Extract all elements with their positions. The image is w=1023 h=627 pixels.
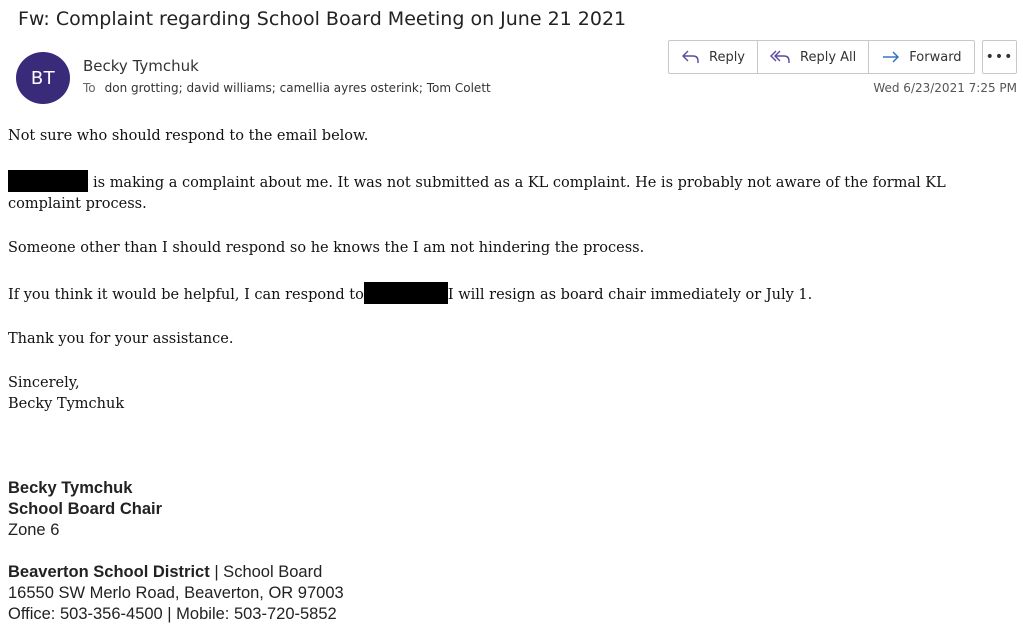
- reply-label: Reply: [709, 49, 746, 65]
- avatar-initials: BT: [30, 67, 56, 89]
- signature-zone: Zone 6: [8, 521, 60, 539]
- body-paragraph-text: I will resign as board chair immediately or July 1.: [447, 287, 813, 303]
- reply-button[interactable]: [669, 41, 758, 73]
- reply-icon: [681, 49, 701, 65]
- recipients-line: [83, 81, 491, 95]
- closing-name: Becky Tymchuk: [8, 396, 125, 412]
- more-actions-button[interactable]: [982, 40, 1017, 74]
- message-body: [8, 126, 1008, 438]
- signature-org-line: [8, 562, 344, 583]
- body-paragraph: Not sure who should respond to the email below.: [8, 128, 369, 144]
- email-signature: [8, 478, 344, 625]
- reply-all-button[interactable]: [758, 41, 869, 73]
- closing: [8, 373, 1008, 415]
- signature-org: Beaverton School District: [8, 563, 210, 581]
- reply-all-label: Reply All: [800, 49, 857, 65]
- body-paragraph: Someone other than I should respond so he knows the I am not hindering the process.: [8, 240, 645, 256]
- body-paragraph-text: is making a complaint about me. It was not submitted as a KL complaint. He is probably not aware of the formal KL complaint process.: [8, 175, 946, 212]
- redaction-block: [364, 282, 448, 304]
- forward-button[interactable]: [869, 41, 973, 73]
- message-actions-toolbar: [668, 40, 975, 74]
- recipients-list[interactable]: don grotting; david williams; camellia ayres osterink; Tom Colett: [104, 81, 491, 95]
- forward-icon: [881, 49, 901, 65]
- signature-name: Becky Tymchuk: [8, 479, 133, 497]
- redaction-block: [8, 170, 88, 192]
- signature-address: 16550 SW Merlo Road, Beaverton, OR 97003: [8, 584, 344, 602]
- body-paragraph: [8, 170, 1008, 215]
- to-label: To: [83, 81, 96, 95]
- email-subject: Fw: Complaint regarding School Board Meeting on June 21 2021: [18, 8, 627, 30]
- reply-all-icon: [770, 49, 792, 65]
- sender-name[interactable]: Becky Tymchuk: [83, 57, 199, 75]
- body-paragraph: [8, 282, 1008, 306]
- body-paragraph: Thank you for your assistance.: [8, 331, 234, 347]
- forward-label: Forward: [909, 49, 962, 65]
- closing-salutation: Sincerely,: [8, 375, 80, 391]
- signature-title: School Board Chair: [8, 500, 163, 518]
- signature-phones: Office: 503-356-4500 | Mobile: 503-720-5852: [8, 605, 337, 623]
- sent-date: Wed 6/23/2021 7:25 PM: [873, 81, 1017, 95]
- more-icon: •••: [985, 49, 1014, 65]
- sender-avatar[interactable]: [16, 52, 70, 104]
- body-paragraph-text: If you think it would be helpful, I can respond to: [8, 287, 364, 303]
- signature-org-suffix: | School Board: [214, 563, 323, 581]
